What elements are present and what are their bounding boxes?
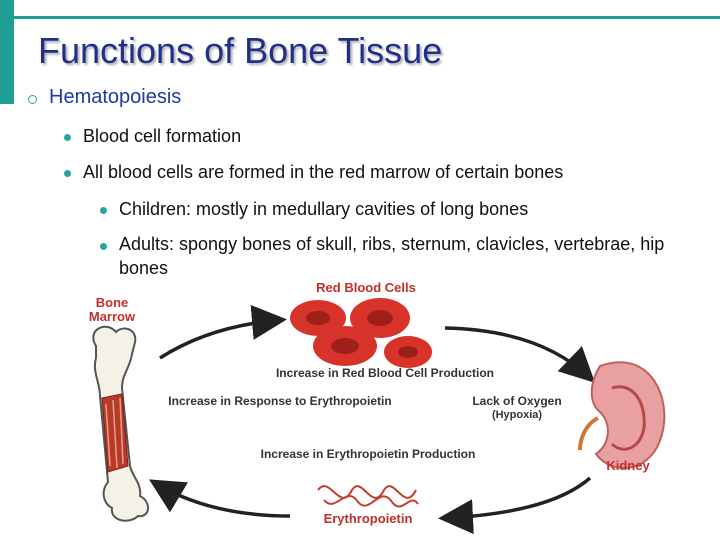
bullet-dot-icon	[64, 134, 71, 141]
bullet-text: Adults: spongy bones of skull, ribs, sternum, clavicles, vertebrae, hip bones	[119, 234, 665, 278]
arrow-kidney-to-epo	[445, 478, 590, 518]
accent-bar-top	[14, 16, 720, 19]
bullet-dot-icon	[100, 207, 107, 214]
erythropoietin-squiggle-icon	[318, 486, 418, 506]
arrow-marrow-to-cells	[160, 320, 280, 358]
bullet-children	[100, 199, 710, 220]
kidney-image	[580, 362, 664, 468]
bullet-text: Hematopoiesis	[49, 86, 182, 108]
label-erythropoietin: Erythropoietin	[323, 511, 413, 526]
label-hypoxia: (Hypoxia)	[491, 409, 543, 421]
label-increase-response: Increase in Response to Erythropoietin	[168, 394, 392, 408]
label-kidney: Kidney	[606, 458, 650, 473]
label-increase-epo: Increase in Erythropoietin Production	[260, 447, 476, 461]
bullet-text: Blood cell formation	[83, 126, 242, 146]
bullet-adults	[100, 235, 710, 280]
slide-title: Functions of Bone Tissue	[38, 30, 443, 71]
bullet-hematopoiesis	[28, 86, 181, 109]
bullet-text: Children: mostly in medullary cavities of long bones	[119, 199, 529, 219]
label-increase-rbc: Increase in Red Blood Cell Production	[275, 366, 495, 380]
bullet-red-marrow	[64, 162, 563, 183]
bullet-dot-icon	[100, 243, 107, 250]
long-bone-image	[93, 327, 148, 521]
label-bone: Bone	[95, 295, 129, 310]
bullet-dot-icon	[28, 95, 37, 104]
label-marrow: Marrow	[88, 309, 136, 324]
label-lack-oxygen: Lack of Oxygen	[472, 394, 562, 408]
arrow-epo-to-marrow	[155, 483, 290, 516]
bullet-text: All blood cells are formed in the red marrow of certain bones	[83, 162, 564, 182]
red-blood-cells-image	[290, 298, 432, 368]
label-red-blood-cells: Red Blood Cells	[316, 280, 416, 295]
erythropoiesis-diagram	[0, 278, 720, 540]
bullet-blood-cell-formation	[64, 126, 241, 147]
bullet-dot-icon	[64, 170, 71, 177]
accent-bar-left	[0, 0, 14, 104]
